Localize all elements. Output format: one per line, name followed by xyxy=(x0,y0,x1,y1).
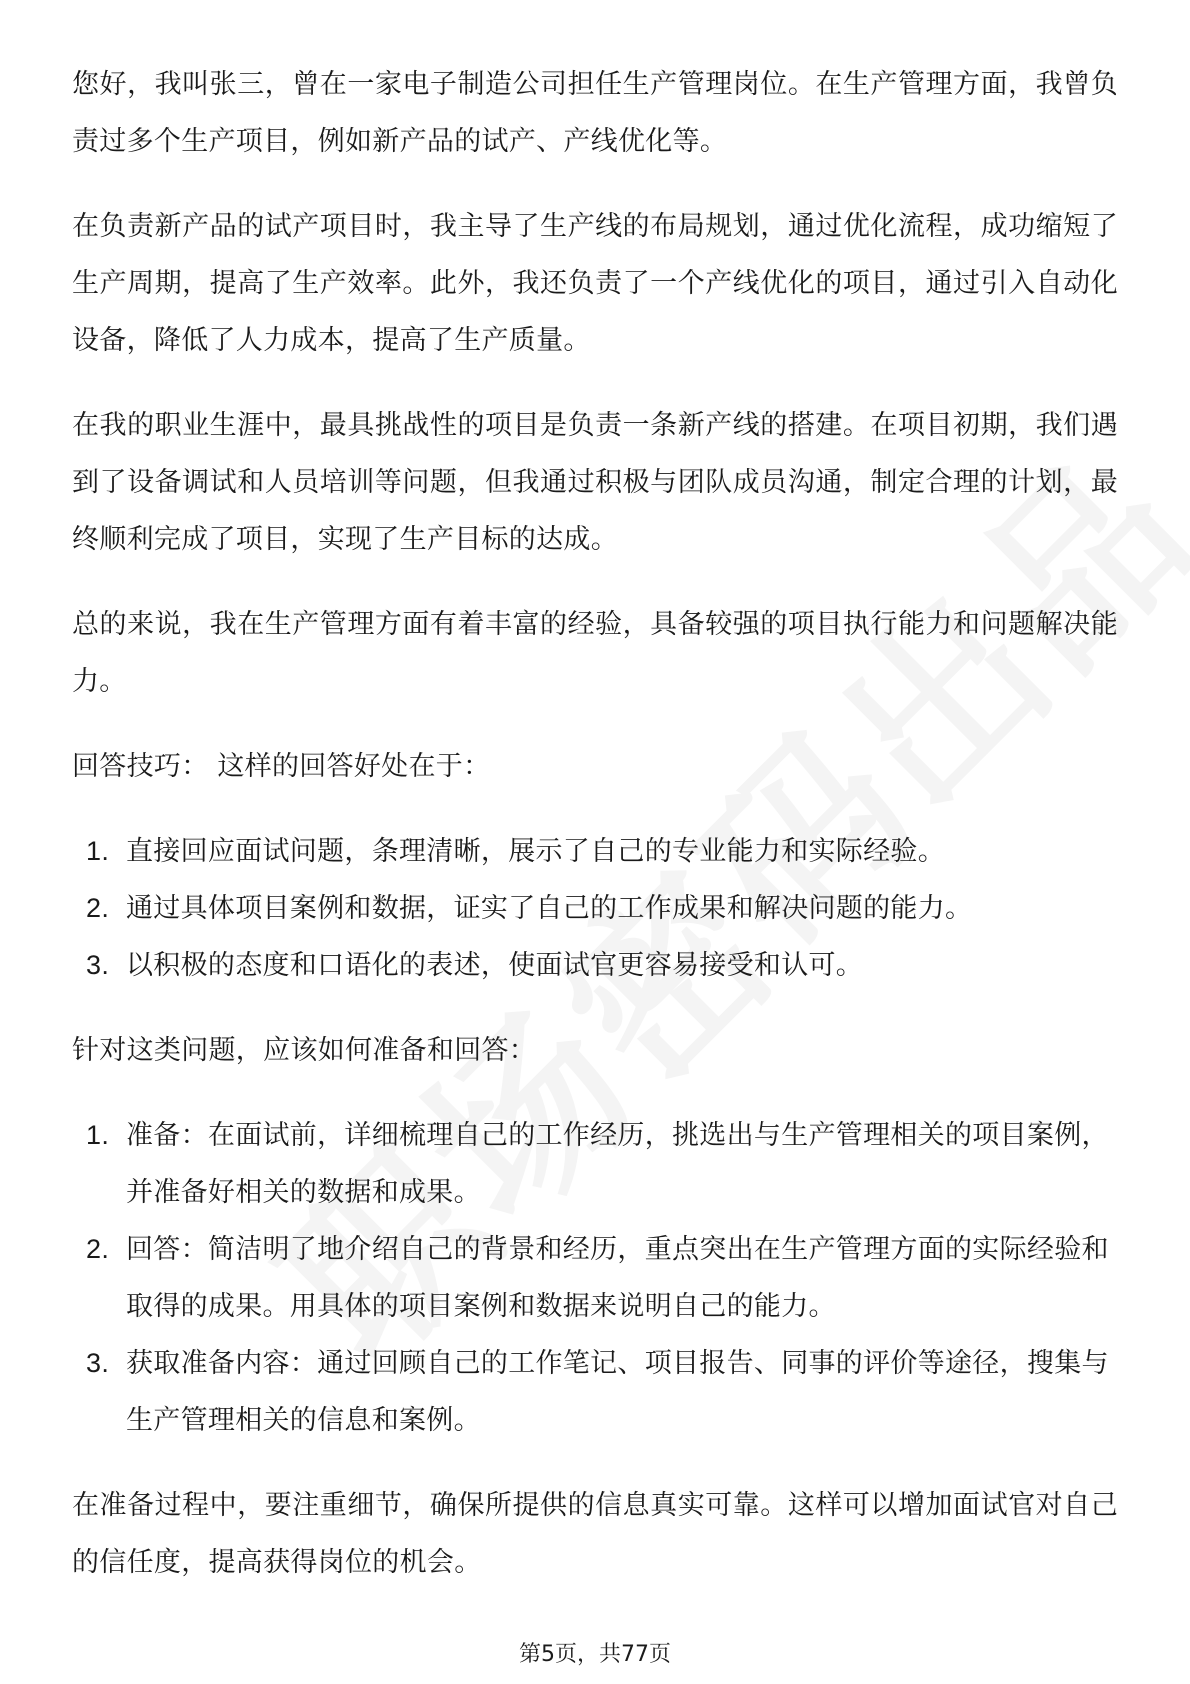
tips-list xyxy=(72,823,1118,994)
list-item-number: 3. xyxy=(86,950,110,980)
list-item xyxy=(72,1221,1118,1335)
list-item xyxy=(72,823,1118,880)
tips-heading: 回答技巧： 这样的回答好处在于： xyxy=(72,751,491,782)
list-item-number: 3. xyxy=(86,1348,110,1378)
list-item-text: 获取准备内容：通过回顾自己的工作笔记、项目报告、同事的评价等途径，搜集与生产管理相关的信息和案例。 xyxy=(126,1348,1109,1436)
list-item-text: 通过具体项目案例和数据，证实了自己的工作成果和解决问题的能力。 xyxy=(126,893,973,924)
paragraph-trial-production: 在负责新产品的试产项目时，我主导了生产线的布局规划，通过优化流程，成功缩短了生产周期，提高了生产效率。此外，我还负责了一个产线优化的项目，通过引入自动化设备，降低了人力成本，提高了生产质量。 xyxy=(72,211,1118,356)
paragraph-challenge: 在我的职业生涯中，最具挑战性的项目是负责一条新产线的搭建。在项目初期，我们遇到了设备调试和人员培训等问题，但我通过积极与团队成员沟通，制定合理的计划，最终顺利完成了项目，实现了生产目标的达成。 xyxy=(72,410,1118,555)
list-item-number: 1. xyxy=(86,836,110,866)
list-item-number: 2. xyxy=(86,1234,110,1264)
page-number-footer: 第5页，共77页 xyxy=(519,1642,671,1667)
paragraph-intro: 您好，我叫张三，曾在一家电子制造公司担任生产管理岗位。在生产管理方面，我曾负责过多个生产项目，例如新产品的试产、产线优化等。 xyxy=(72,69,1118,157)
list-item xyxy=(72,1335,1118,1449)
paragraph-closing: 在准备过程中，要注重细节，确保所提供的信息真实可靠。这样可以增加面试官对自己的信任度，提高获得岗位的机会。 xyxy=(72,1490,1118,1578)
list-item-text: 回答：简洁明了地介绍自己的背景和经历，重点突出在生产管理方面的实际经验和取得的成果。用具体的项目案例和数据来说明自己的能力。 xyxy=(126,1234,1109,1322)
list-item-text: 直接回应面试问题，条理清晰，展示了自己的专业能力和实际经验。 xyxy=(126,836,945,867)
list-item xyxy=(72,880,1118,937)
prep-heading: 针对这类问题，应该如何准备和回答： xyxy=(72,1035,537,1066)
list-item xyxy=(72,937,1118,994)
list-item xyxy=(72,1107,1118,1221)
list-item-number: 1. xyxy=(86,1120,110,1150)
paragraph-summary: 总的来说，我在生产管理方面有着丰富的经验，具备较强的项目执行能力和问题解决能力。 xyxy=(72,609,1118,697)
prep-list xyxy=(72,1107,1118,1449)
page-content xyxy=(72,56,1118,1591)
list-item-number: 2. xyxy=(86,893,110,923)
list-item-text: 准备：在面试前，详细梳理自己的工作经历，挑选出与生产管理相关的项目案例，并准备好相关的数据和成果。 xyxy=(126,1120,1109,1208)
list-item-text: 以积极的态度和口语化的表述，使面试官更容易接受和认可。 xyxy=(126,950,864,981)
